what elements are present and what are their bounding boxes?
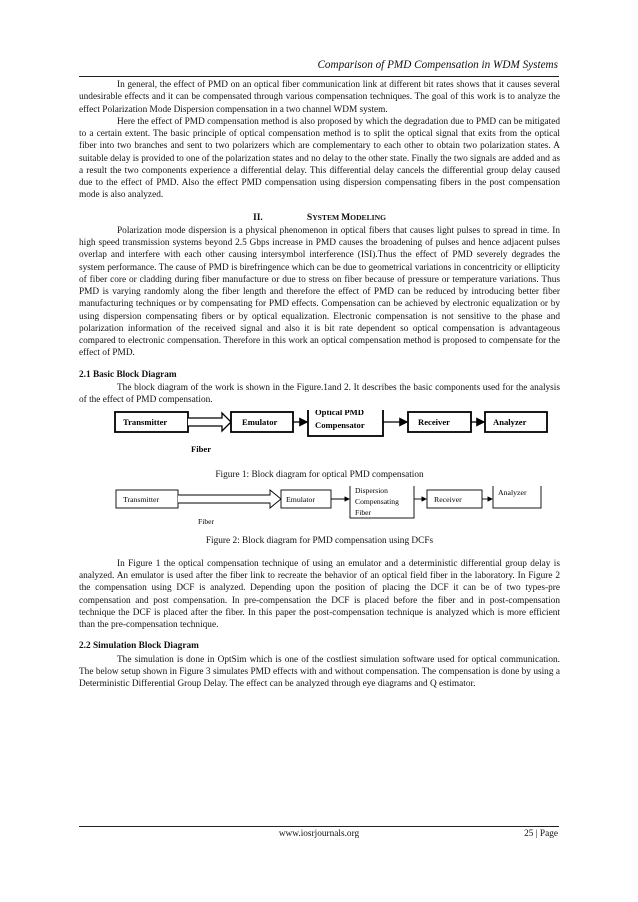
figure-2-diagram <box>79 486 560 534</box>
fig2-analyzer-label: Analyzer <box>498 487 527 497</box>
fig2-transmitter-label: Transmitter <box>123 494 160 504</box>
fig1-compensator-label-1: Optical PMD <box>315 410 364 418</box>
fig2-dcf-label-3: Fiber <box>355 507 372 517</box>
section-title-cap-s: S <box>306 211 313 223</box>
intro-paragraph-2: Here the effect of PMD compensation method is also proposed by which the degradation due to PMD can be mitigated to a certain extent. The basic principle of optical compensation method is to split the optical signal that exits from the optical fiber into two branches and sent to two polarizers which are complementary to each other to obtain two polarization states. A suitable delay is provided to one of the polarization states and no delay to the other state. Finally the two signals are added and as a result the two components experience a differential delay. This differential delay cancels the differential group delay caused due to the effect of PMD. Also the effect PMD compensation using dispersion compensating fibers in the post compensation mode is also analyzed. <box>79 116 560 201</box>
fig1-analyzer-label: Analyzer <box>493 417 527 428</box>
fig2-fiber-arrow <box>178 490 281 508</box>
page-body <box>79 79 560 690</box>
fig2-receiver-label: Receiver <box>434 494 462 504</box>
intro-paragraph-1: In general, the effect of PMD on an optical fiber communication link at different bit rates shows that it causes several undesirable effects and it can be compensated through various compensation techniques. The goal of this work is to analyze the effect Polarization Mode Dispersion compensation in a two channel WDM system. <box>79 80 560 115</box>
footer-divider <box>79 826 559 827</box>
section-title-part-1: YSTEM <box>312 212 342 222</box>
fig1-fiber-arrow <box>188 413 231 431</box>
section-paragraph: Polarization mode dispersion is a physical phenomenon in optical fibers that causes light pulses to spread in time. In high speed transmission systems beyond 2.5 Gbps increase in PMD causes the broadening of pulses and hence adjacent pulses overlap and interfere with each other causing intersymbol interference (ISI).Thus the effect of PMD severely degrades the system performance. The cause of PMD is birefringence which can be due to geometrical variations in concentricity or ellipticity of fiber core or cladding during fiber manufacture or due to stress on fiber because of pressure or temperature variations. Thus PMD is varying randomly along the fiber length and therefore the effect of PMD can be reduced by introducing better fiber manufacturing techniques or by compensating for PMD effects. Compensation can be achieved by electronic equalization or by using dispersion compensating fibers or by optical equalization. Electronic compensation is not sensitive to the phase and polarization information of the received signal and also it is bit rate dependent so optical compensation is advantageous compared to electronic compensation. Therefore in this work an optical compensation method is proposed to compensate for the effect of PMD. <box>79 225 560 359</box>
running-title: Comparison of PMD Compensation in WDM Systems <box>317 59 558 71</box>
subsection-heading-2-2: 2.2 Simulation Block Diagram <box>79 641 199 652</box>
subsection-2-2-paragraph: The simulation is done in OptSim which is one of the costliest simulation software used for optical communication. The below setup shown in Figure 3 simulates PMD effects with and without compensation. The compensation is done by using a Deterministic Differential Group Delay. The effect can be analyzed through eye diagrams and Q estimator. <box>79 654 560 689</box>
discussion-paragraph: In Figure 1 the optical compensation technique of using an emulator and a deterministic differential group delay is analyzed. An emulator is used after the fiber link to recreate the behavior of an optical field fiber in the laboratory. In Figure 2 the compensation using DCF is analyzed. Depending upon the position of placing the DCF it can be of two types-pre compensation and post compensation. In pre-compensation the DCF is placed before the fiber and in post-compensation technique the DCF is placed after the fiber. In this paper the post-compensation technique is analyzed which is more efficient than the pre-compensation technique. <box>79 558 560 630</box>
figure-1-caption: Figure 1: Block diagram for optical PMD compensation <box>215 470 424 481</box>
header-divider <box>79 76 559 77</box>
fig2-dcf-label-1: Dispersion <box>355 485 388 495</box>
fig1-fiber-label: Fiber <box>191 444 212 455</box>
subsection-2-1-paragraph: The block diagram of the work is shown in the Figure.1and 2. It describes the basic components used for the analysis of the effect of PMD compensation. <box>79 382 560 405</box>
section-number: II. <box>252 211 263 223</box>
fig2-fiber-label: Fiber <box>198 516 215 526</box>
figure-1-diagram <box>79 410 560 468</box>
fig2-dcf-label-2: Compensating <box>355 496 399 506</box>
fig2-emulator-label: Emulator <box>286 494 316 504</box>
subsection-heading-2-1: 2.1 Basic Block Diagram <box>79 369 177 380</box>
section-title-part-2: ODELING <box>350 212 387 222</box>
figure-1 <box>79 410 560 481</box>
section-heading <box>79 212 560 224</box>
fig1-emulator-label: Emulator <box>242 417 278 428</box>
footer-page-number: 25 | Page <box>524 829 558 839</box>
footer-website: www.iosrjournals.org <box>278 829 360 839</box>
fig1-compensator-label-2: Compensator <box>315 420 365 431</box>
section-title-cap-m: M <box>341 211 351 223</box>
figure-2 <box>79 486 560 547</box>
figure-2-caption: Figure 2: Block diagram for PMD compensation using DCFs <box>205 535 434 546</box>
fig1-receiver-label: Receiver <box>418 417 450 428</box>
fig1-transmitter-label: Transmitter <box>123 417 168 428</box>
